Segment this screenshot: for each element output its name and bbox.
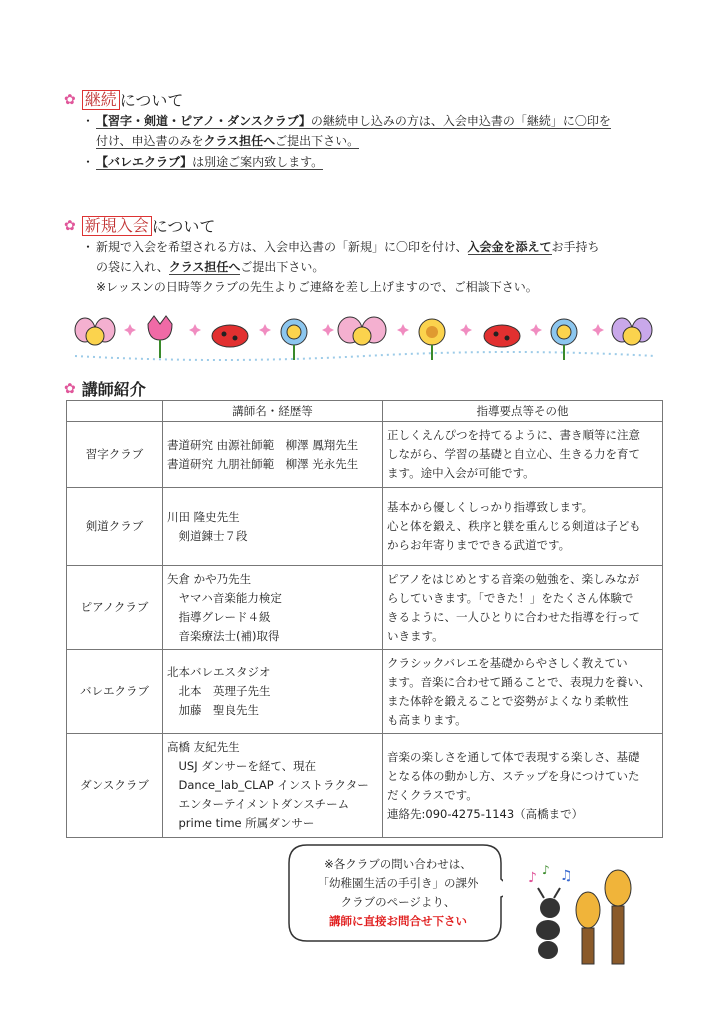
ant-playing-instruments-illustration bbox=[520, 860, 640, 970]
club-notes: ピアノをはじめとする音楽の勉強を、楽しみなが らしていきます。「できた！」をたくさん体験で きるように、一人ひとりに合わせた指導を行って いきます。 bbox=[383, 566, 663, 650]
instructors-table bbox=[66, 400, 663, 838]
club-name: ピアノクラブ bbox=[67, 566, 163, 650]
sparkle-icon bbox=[322, 324, 334, 336]
flower-icon: ✿ bbox=[64, 380, 76, 397]
table-header-notes: 指導要点等その他 bbox=[383, 401, 663, 422]
club-name: ダンスクラブ bbox=[67, 734, 163, 838]
club-notes: クラシックバレエを基礎からやさしく教えてい ます。音楽に合わせて踊ることで、表現力を養い、 また体幹を鍛えることで姿勢がよくなり柔軟性 も高まります。 bbox=[383, 650, 663, 734]
table-header-empty bbox=[67, 401, 163, 422]
table-row bbox=[67, 734, 663, 838]
decorative-border bbox=[70, 312, 660, 366]
club-name: 剣道クラブ bbox=[67, 488, 163, 566]
ladybug-icon bbox=[212, 325, 248, 347]
new-entry-title-boxed: 新規入会 bbox=[82, 216, 152, 236]
continuation-title-rest: について bbox=[119, 91, 184, 110]
instructor-names: 矢倉 かや乃先生 ヤマハ音楽能力検定 指導グレード４級 音楽療法士(補)取得 bbox=[163, 566, 383, 650]
tulip-icon bbox=[148, 316, 172, 358]
bubble-line: 「幼稚園生活の手引き」の課外 bbox=[317, 876, 479, 890]
bubble-line: ※各クラブの問い合わせは、 bbox=[324, 857, 472, 871]
continuation-heading bbox=[64, 88, 183, 111]
sparkle-icon bbox=[259, 324, 271, 336]
continuation-line-2: 付け、申込書のみをクラス担任へご提出下さい。 bbox=[96, 134, 360, 148]
sparkle-icon bbox=[124, 324, 136, 336]
bubble-line: クラブのページより、 bbox=[340, 895, 456, 909]
continuation-line-1: ・ 【習字・剣道・ピアノ・ダンスクラブ】の継続申し込みの方は、入会申込書の「継続」に〇印を bbox=[82, 114, 611, 128]
sparkle-icon bbox=[189, 324, 201, 336]
table-row bbox=[67, 650, 663, 734]
club-name: バレエクラブ bbox=[67, 650, 163, 734]
club-name: 習字クラブ bbox=[67, 422, 163, 488]
sparkle-icon bbox=[397, 324, 409, 336]
sparkle-icon bbox=[592, 324, 604, 336]
sparkle-icon bbox=[460, 324, 472, 336]
new-entry-line-3: ※レッスンの日時等クラブの先生よりご連絡を差し上げますので、ご相談下さい。 bbox=[96, 280, 538, 294]
instructor-names: 川田 隆史先生 剣道錬士７段 bbox=[163, 488, 383, 566]
butterfly-icon bbox=[612, 318, 652, 345]
instructor-names: 北本バレエスタジオ 北本 英理子先生 加藤 聖良先生 bbox=[163, 650, 383, 734]
new-entry-heading bbox=[64, 214, 215, 237]
table-header-row bbox=[67, 401, 663, 422]
table-row bbox=[67, 488, 663, 566]
corn-character-icon bbox=[605, 870, 631, 964]
new-entry-title-rest: について bbox=[151, 217, 216, 236]
club-notes: 音楽の楽しさを通して体で表現する楽しさ、基礎 となる体の動かし方、ステップを身につけていた だくクラスです。 連絡先:090-4275-1143（高橋まで） bbox=[383, 734, 663, 838]
table-row bbox=[67, 566, 663, 650]
corn-character-icon bbox=[576, 892, 600, 964]
ant-icon bbox=[536, 888, 560, 959]
flower-icon: ✿ bbox=[64, 91, 76, 108]
music-note-icon: ♫ bbox=[560, 868, 573, 884]
music-note-icon: ♪ bbox=[528, 870, 537, 886]
instructor-names: 書道研究 由源社師範 柳澤 鳳翔先生 書道研究 九朋社師範 柳澤 光永先生 bbox=[163, 422, 383, 488]
flower-face-icon bbox=[281, 319, 307, 360]
butterfly-icon bbox=[75, 318, 115, 345]
bubble-contact-note: 講師に直接お問合せ下さい bbox=[329, 914, 467, 928]
club-notes: 基本から優しくしっかり指導致します。 心と体を鍛え、秩序と躾を重んじる剣道は子ども からお年寄りまでできる武道です。 bbox=[383, 488, 663, 566]
new-entry-line-1: ・ 新規で入会を希望される方は、入会申込書の「新規」に〇印を付け、入会金を添えてお手持ち bbox=[82, 240, 600, 254]
instructors-heading bbox=[64, 377, 146, 400]
table-header-names: 講師名・経歴等 bbox=[163, 401, 383, 422]
new-entry-line-2: の袋に入れ、クラス担任へご提出下さい。 bbox=[96, 260, 325, 274]
club-notes: 正しくえんぴつを持てるように、書き順等に注意 しながら、学習の基礎と自立心、生きる力を育て ます。途中入会が可能です。 bbox=[383, 422, 663, 488]
flower-face-icon bbox=[551, 319, 577, 360]
table-row bbox=[67, 422, 663, 488]
butterfly-icon bbox=[338, 317, 386, 345]
continuation-line-3: ・ 【バレエクラブ】は別途ご案内致します。 bbox=[82, 155, 324, 169]
instructors-title: 講師紹介 bbox=[81, 380, 146, 399]
sparkle-icon bbox=[530, 324, 542, 336]
flower-icon: ✿ bbox=[64, 217, 76, 234]
continuation-title-boxed: 継続 bbox=[82, 90, 120, 110]
ladybug-icon bbox=[484, 325, 520, 347]
music-note-icon: ♪ bbox=[542, 863, 550, 877]
bubble-text bbox=[303, 855, 493, 931]
instructor-names: 高橋 友紀先生 USJ ダンサーを経て、現在 Dance_lab_CLAP インストラクター エンターテイメントダンスチーム prime time 所属ダンサー bbox=[163, 734, 383, 838]
